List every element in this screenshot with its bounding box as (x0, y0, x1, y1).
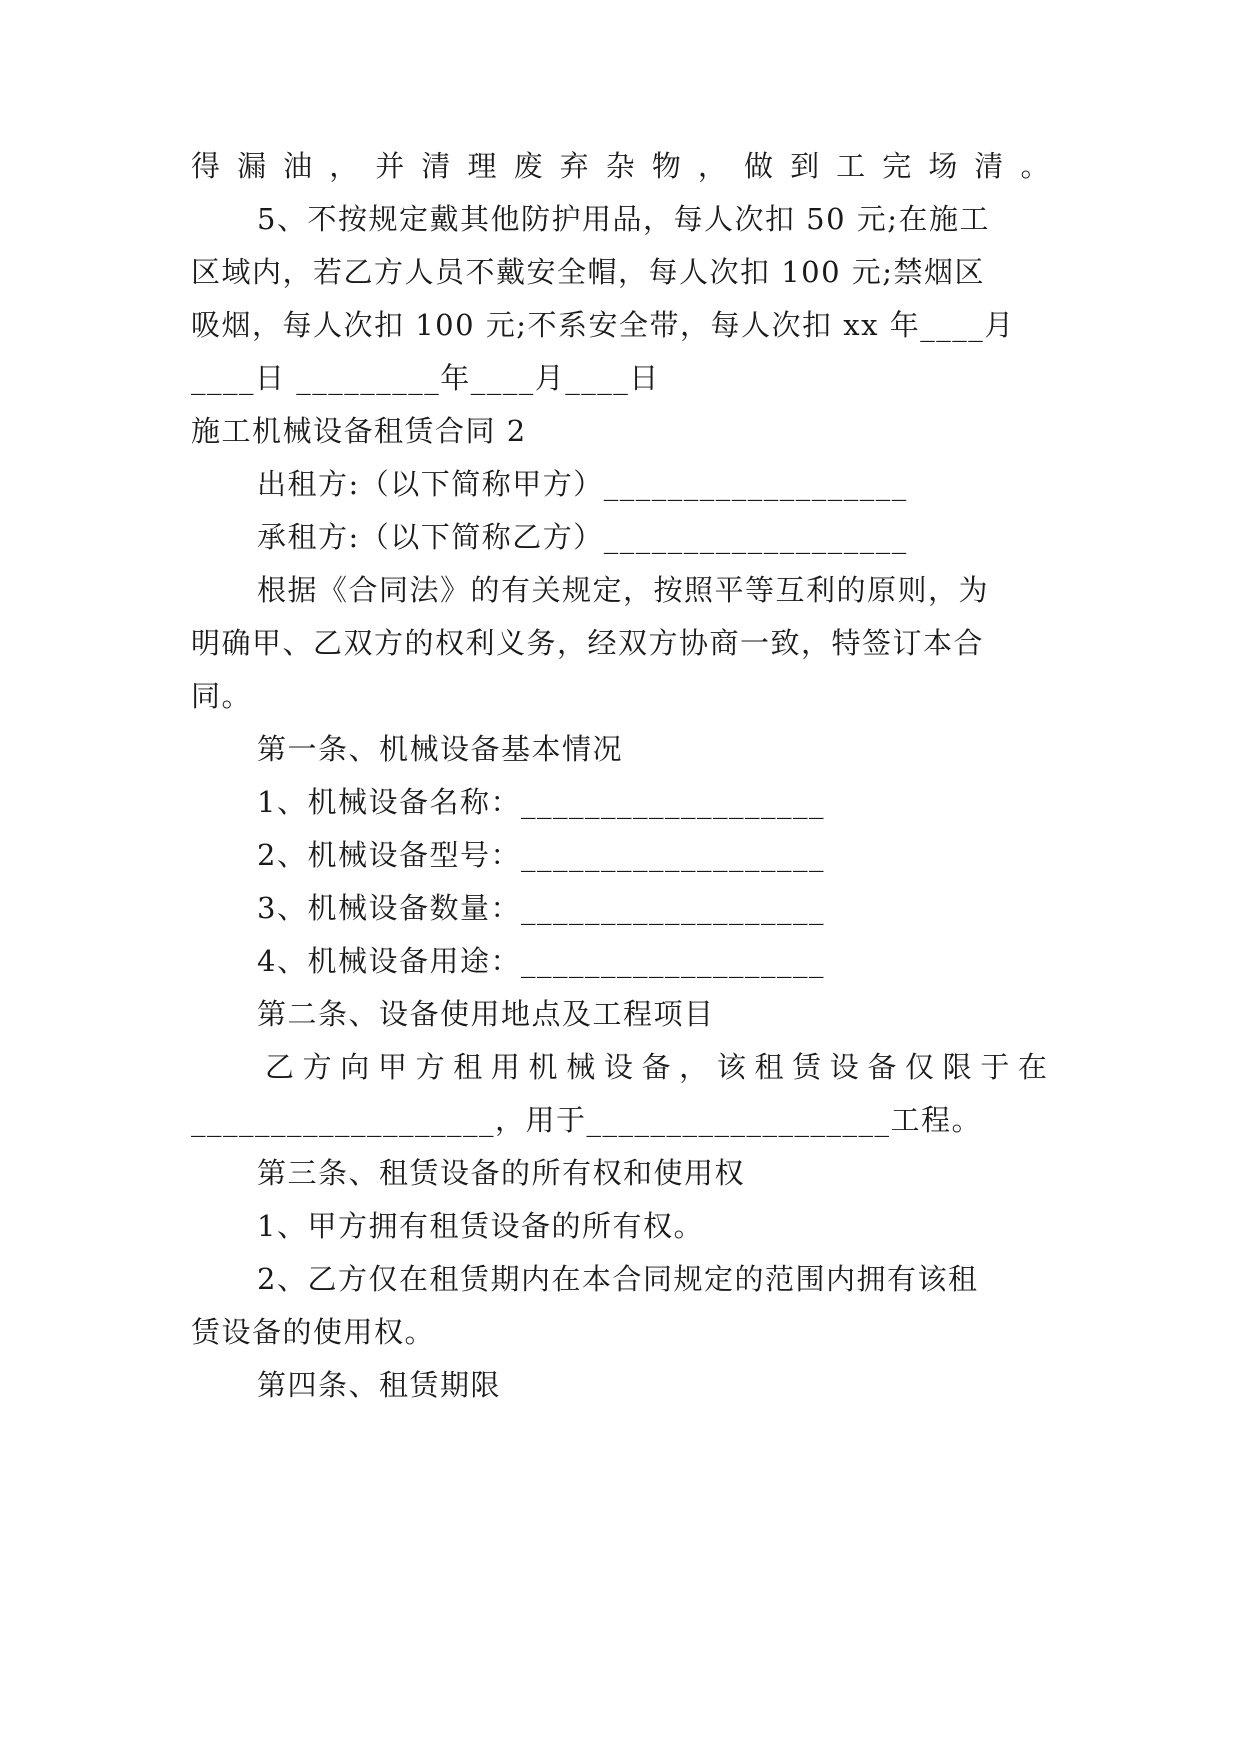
paragraph-line: 吸烟，每人次扣 100 元;不系安全带，每人次扣 xx 年____月 (191, 308, 1015, 342)
paragraph-line: 明确甲、乙双方的权利义务，经双方协商一致，特签订本合 (191, 626, 985, 660)
location-project-field: ___________________，用于___________________工程。 (191, 1103, 983, 1137)
lessee-field: 承租方:（以下简称乙方）___________________ (257, 520, 908, 554)
paragraph-line: ____日 _________年____月____日 (191, 361, 660, 395)
article-heading: 第二条、设备使用地点及工程项目 (257, 997, 715, 1031)
article-heading: 第三条、租赁设备的所有权和使用权 (257, 1156, 746, 1190)
paragraph-line: 乙方向甲方租用机械设备，该租赁设备仅限于在 (265, 1050, 1051, 1084)
section-title: 施工机械设备租赁合同 2 (191, 414, 527, 448)
equipment-name-field: 1、机械设备名称：___________________ (257, 785, 825, 819)
paragraph-line: 根据《合同法》的有关规定，按照平等互利的原则，为 (257, 573, 990, 607)
article-heading: 第四条、租赁期限 (257, 1368, 502, 1402)
paragraph-line: 5、不按规定戴其他防护用品，每人次扣 50 元;在施工 (257, 202, 991, 236)
paragraph-line: 赁设备的使用权。 (191, 1315, 436, 1349)
article-heading: 第一条、机械设备基本情况 (257, 732, 624, 766)
paragraph-line: 区域内，若乙方人员不戴安全帽，每人次扣 100 元;禁烟区 (191, 255, 986, 289)
equipment-model-field: 2、机械设备型号：___________________ (257, 838, 825, 872)
paragraph-line: 2、乙方仅在租赁期内在本合同规定的范围内拥有该租 (257, 1262, 979, 1296)
paragraph-line: 得漏油，并清理废弃杂物，做到工完场清。 (191, 149, 1051, 183)
equipment-quantity-field: 3、机械设备数量：___________________ (257, 891, 825, 925)
paragraph-line: 同。 (191, 679, 253, 713)
lessor-field: 出租方:（以下简称甲方）___________________ (257, 467, 908, 501)
paragraph-line: 1、甲方拥有租赁设备的所有权。 (257, 1209, 704, 1243)
equipment-purpose-field: 4、机械设备用途：___________________ (257, 944, 825, 978)
